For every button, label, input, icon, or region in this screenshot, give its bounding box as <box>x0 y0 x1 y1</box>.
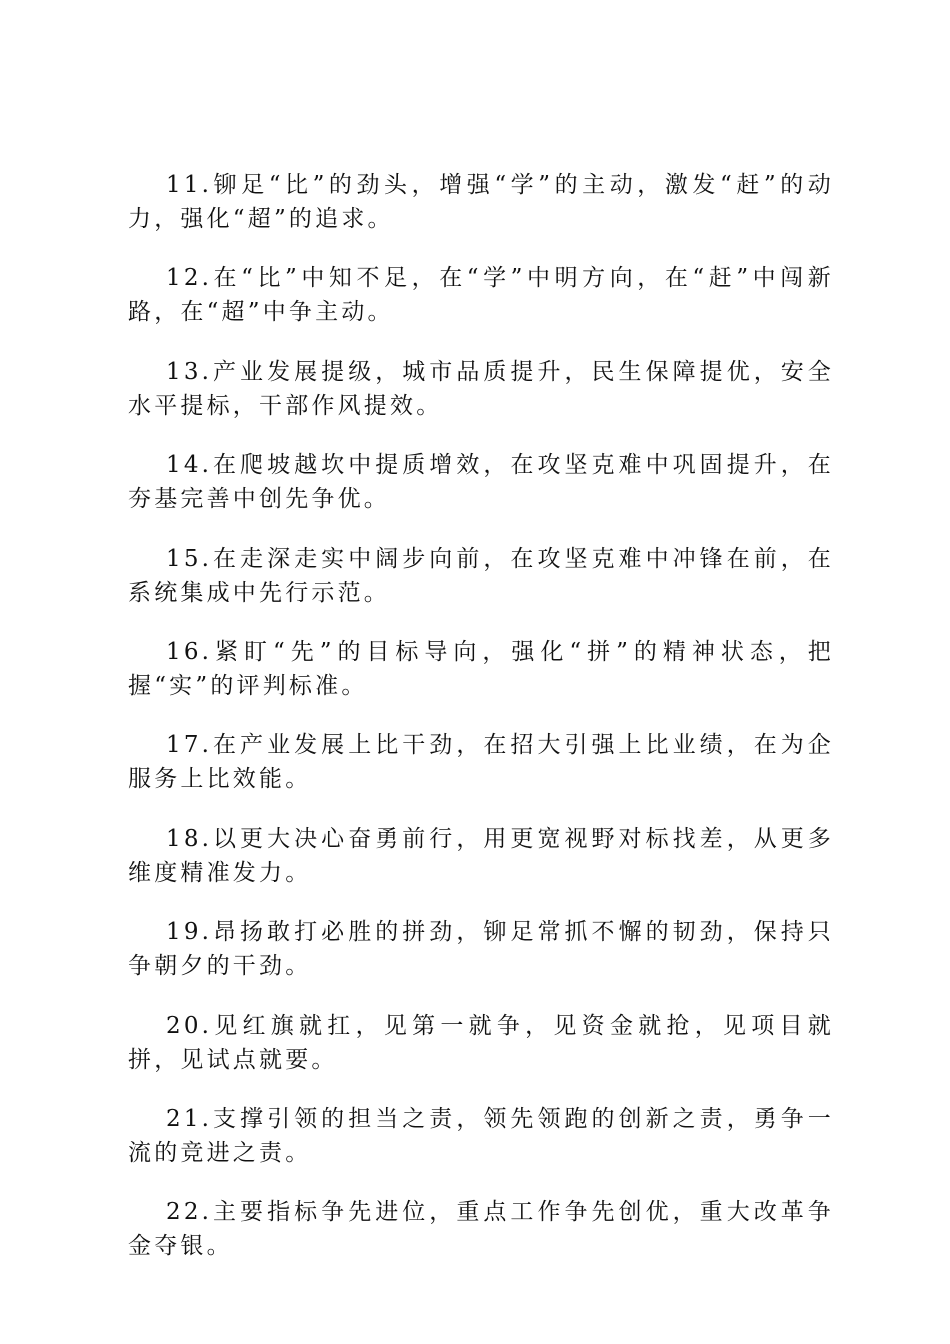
list-item: 13.产业发展提级，城市品质提升，民生保障提优，安全水平提标，干部作风提效。 <box>128 358 834 419</box>
document-body <box>128 168 834 1289</box>
list-item: 17.在产业发展上比干劲，在招大引强上比业绩，在为企服务上比效能。 <box>128 732 834 793</box>
list-item: 16.紧盯“先”的目标导向，强化“拼”的精神状态，把握“实”的评判标准。 <box>128 638 834 699</box>
list-item: 12.在“比”中知不足，在“学”中明方向，在“赶”中闯新路，在“超”中争主动。 <box>128 265 834 326</box>
list-item: 19.昂扬敢打必胜的拼劲，铆足常抓不懈的韧劲，保持只争朝夕的干劲。 <box>128 919 834 980</box>
list-item: 18.以更大决心奋勇前行，用更宽视野对标找差，从更多维度精准发力。 <box>128 825 834 886</box>
list-item: 20.见红旗就扛，见第一就争，见资金就抢，见项目就拼，见试点就要。 <box>128 1012 834 1073</box>
list-item: 15.在走深走实中阔步向前，在攻坚克难中冲锋在前，在系统集成中先行示范。 <box>128 545 834 606</box>
list-item: 11.铆足“比”的劲头，增强“学”的主动，激发“赶”的动力，强化“超”的追求。 <box>128 172 834 232</box>
list-item: 14.在爬坡越坎中提质增效，在攻坚克难中巩固提升，在夯基完善中创先争优。 <box>128 452 834 513</box>
list-item: 21.支撑引领的担当之责，领先领跑的创新之责，勇争一流的竞进之责。 <box>128 1105 834 1166</box>
list-item: 22.主要指标争先进位，重点工作争先创优，重大改革争金夺银。 <box>128 1199 834 1260</box>
